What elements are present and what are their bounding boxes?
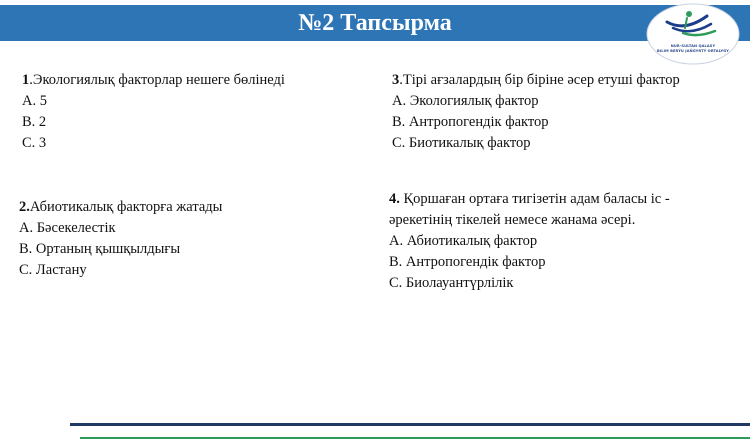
question-4-text [389,189,734,231]
question-2 [19,197,339,281]
question-4-option-c: C. Биолауантүрлілік [389,275,514,291]
question-1-option-c: C. 3 [22,135,47,151]
question-2-text [19,197,339,218]
logo [645,2,741,66]
question-4-number: 4. [389,191,400,207]
question-2-option-c: C. Ластану [19,262,87,278]
question-1 [22,70,312,154]
question-3-body: .Тірі ағзалардың бір біріне әсер етуші фактор [399,72,680,88]
question-1-number: 1 [22,72,30,88]
question-4-body: Қоршаған ортаға тигізетін адам баласы іс - әрекетінің тікелей немесе жанама әсері. [389,191,670,228]
question-3-option-c: C. Биотикалық фактор [392,135,531,151]
logo-text-line1: NUR-SULTAN QALASY [670,44,716,48]
footer-divider-dark [70,423,750,426]
question-3-option-b: B. Антропогендік фактор [392,114,549,130]
question-4-option-a: A. Абиотикалық фактор [389,233,538,249]
footer-divider-green [80,437,750,439]
header-bar [0,5,750,41]
logo-text-line2: BILIM BERÝU JAŇGYRTÝ ORTALYǴY [657,49,729,53]
question-2-option-a: A. Бәсекелестік [19,220,116,236]
question-1-body: .Экологиялық факторлар нешеге бөлінеді [29,72,285,88]
question-3 [392,70,742,154]
logo-emblem-icon [645,2,741,66]
question-2-number: 2. [19,199,30,215]
question-3-option-a: A. Экологиялық фактор [392,93,539,109]
question-2-body: Абиотикалық факторға жатады [29,199,223,215]
question-1-text [22,70,312,91]
question-4-option-b: B. Антропогендік фактор [389,254,546,270]
page-title: №2 Тапсырма [298,10,452,36]
question-3-text [392,70,742,91]
question-4 [389,189,734,294]
question-1-option-b: B. 2 [22,114,47,130]
question-2-option-b: B. Ортаның қышқылдығы [19,241,181,257]
question-1-option-a: A. 5 [22,93,47,109]
question-3-number: 3 [392,72,400,88]
